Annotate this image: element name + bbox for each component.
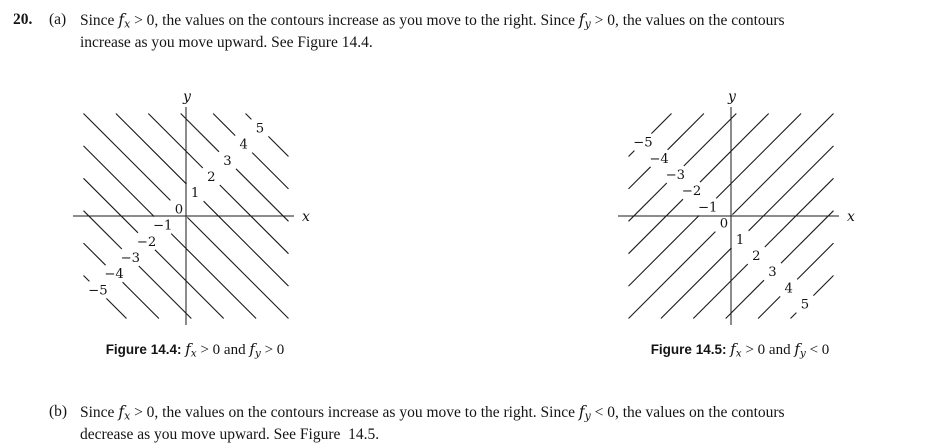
y-axis-label: y: [728, 89, 736, 105]
math-symbol: f: [578, 11, 585, 29]
contour-line: [629, 199, 684, 254]
part-b-label: (b): [49, 403, 68, 420]
figure-14-4-caption-label: Figure 14.4:: [105, 342, 182, 357]
part-b-line-1: Since $f_x > 0$, the values on the contours increase as you move to the right. Since $f_y < 0$, the values on the contours: [80, 403, 785, 423]
contour-label: 0: [174, 202, 184, 218]
contour-line: [629, 167, 651, 189]
contour-line: [187, 217, 288, 318]
contour-line: [268, 136, 288, 156]
contour-label: −4: [649, 151, 669, 167]
math-symbol: f: [730, 340, 736, 358]
contour-line: [84, 243, 106, 265]
contour-line: [629, 215, 700, 286]
contour-line: [716, 114, 801, 199]
math-symbol: f: [794, 340, 800, 358]
contour-line: [84, 178, 139, 233]
contour-label: −1: [697, 200, 718, 216]
part-a-line-1: Since $f_x > 0$, the values on the contours increase as you move to the right. Since $f_y > 0$, the values on the contours: [80, 11, 785, 31]
contour-line: [171, 234, 256, 319]
contour-label: −4: [104, 267, 124, 283]
math-symbol: f: [249, 340, 255, 358]
contour-label: 5: [800, 297, 810, 313]
figure-14-4-plot: [55, 88, 321, 340]
contour-line: [629, 151, 635, 157]
contour-line: [148, 114, 203, 169]
contour-line: [791, 313, 797, 319]
math-symbol: x: [735, 347, 742, 360]
contour-line: [668, 114, 704, 150]
part-a-line-2: increase as you move upward. See Figure 14.4.: [80, 34, 373, 51]
x-axis-label: x: [302, 209, 310, 225]
contour-label: 2: [752, 249, 761, 264]
contour-line: [84, 114, 171, 201]
contour-label: 1: [190, 186, 200, 202]
contour-line: [661, 248, 732, 319]
y-axis-label: y: [183, 89, 191, 105]
contour-line: [246, 114, 252, 120]
figure-14-4-caption-math: $f_x > 0$ and $f_y > 0$: [185, 340, 285, 360]
math-symbol: y: [799, 347, 806, 360]
figure-14-5-plot: [600, 88, 866, 340]
contour-line: [732, 114, 833, 215]
contour-line: [106, 298, 126, 318]
contour-line: [236, 169, 289, 222]
contour-line: [693, 264, 748, 319]
math-symbol: x: [124, 409, 131, 423]
contour-line: [781, 211, 834, 264]
math-symbol: x: [190, 347, 197, 360]
contour-line: [84, 146, 155, 217]
contour-label: 4: [239, 137, 248, 153]
contour-line: [220, 185, 289, 254]
math-symbol: y: [254, 347, 261, 360]
contour-line: [758, 296, 780, 318]
contour-label: −1: [152, 218, 173, 234]
math-symbol: f: [118, 11, 125, 29]
figure-14-5-caption-math: $f_x > 0$ and $f_y < 0$: [730, 340, 830, 360]
contour-label: −3: [665, 168, 686, 183]
math-symbol: f: [578, 403, 585, 421]
contour-label: −3: [120, 251, 141, 266]
contour-label: 4: [784, 281, 793, 297]
contour-label: −2: [681, 184, 702, 200]
contour-label: 5: [255, 121, 265, 137]
part-a-text: [80, 9, 785, 54]
contour-line: [765, 178, 834, 247]
contour-line: [629, 232, 716, 319]
contour-label: −5: [633, 135, 653, 151]
contour-line: [139, 266, 192, 319]
x-axis-label: x: [847, 209, 855, 225]
math-symbol: y: [584, 17, 591, 31]
math-symbol: f: [185, 340, 191, 358]
contour-label: −2: [136, 234, 157, 250]
math-symbol: f: [118, 403, 125, 421]
part-b-line-2: decrease as you move upward. See Figure 14.5.: [80, 426, 380, 443]
contour-line: [651, 114, 671, 134]
contour-line: [797, 243, 833, 279]
figure-14-5-caption-label: Figure 14.5:: [650, 342, 727, 357]
contour-label: 1: [735, 232, 745, 248]
contour-line: [252, 153, 288, 189]
contour-line: [213, 114, 235, 136]
figure-14-4-caption: [60, 340, 330, 359]
contour-label: −5: [88, 283, 108, 299]
contour-label: 3: [223, 153, 232, 169]
contour-line: [123, 282, 159, 318]
contour-label: 0: [719, 216, 729, 232]
contour-line: [204, 201, 289, 286]
problem-number: 20.: [13, 11, 33, 28]
contour-label: 2: [207, 170, 216, 185]
contour-line: [84, 276, 90, 282]
contour-label: 3: [768, 265, 777, 281]
figure-14-5-caption: [605, 340, 875, 359]
contour-line: [749, 146, 834, 231]
contour-line: [684, 114, 737, 167]
contour-line: [155, 250, 224, 319]
part-a-label: (a): [49, 11, 67, 28]
math-symbol: x: [124, 17, 131, 31]
math-symbol: y: [584, 409, 591, 423]
part-b-text: [80, 401, 785, 446]
contour-line: [700, 114, 769, 183]
contour-line: [116, 114, 187, 185]
contour-line: [813, 276, 833, 296]
